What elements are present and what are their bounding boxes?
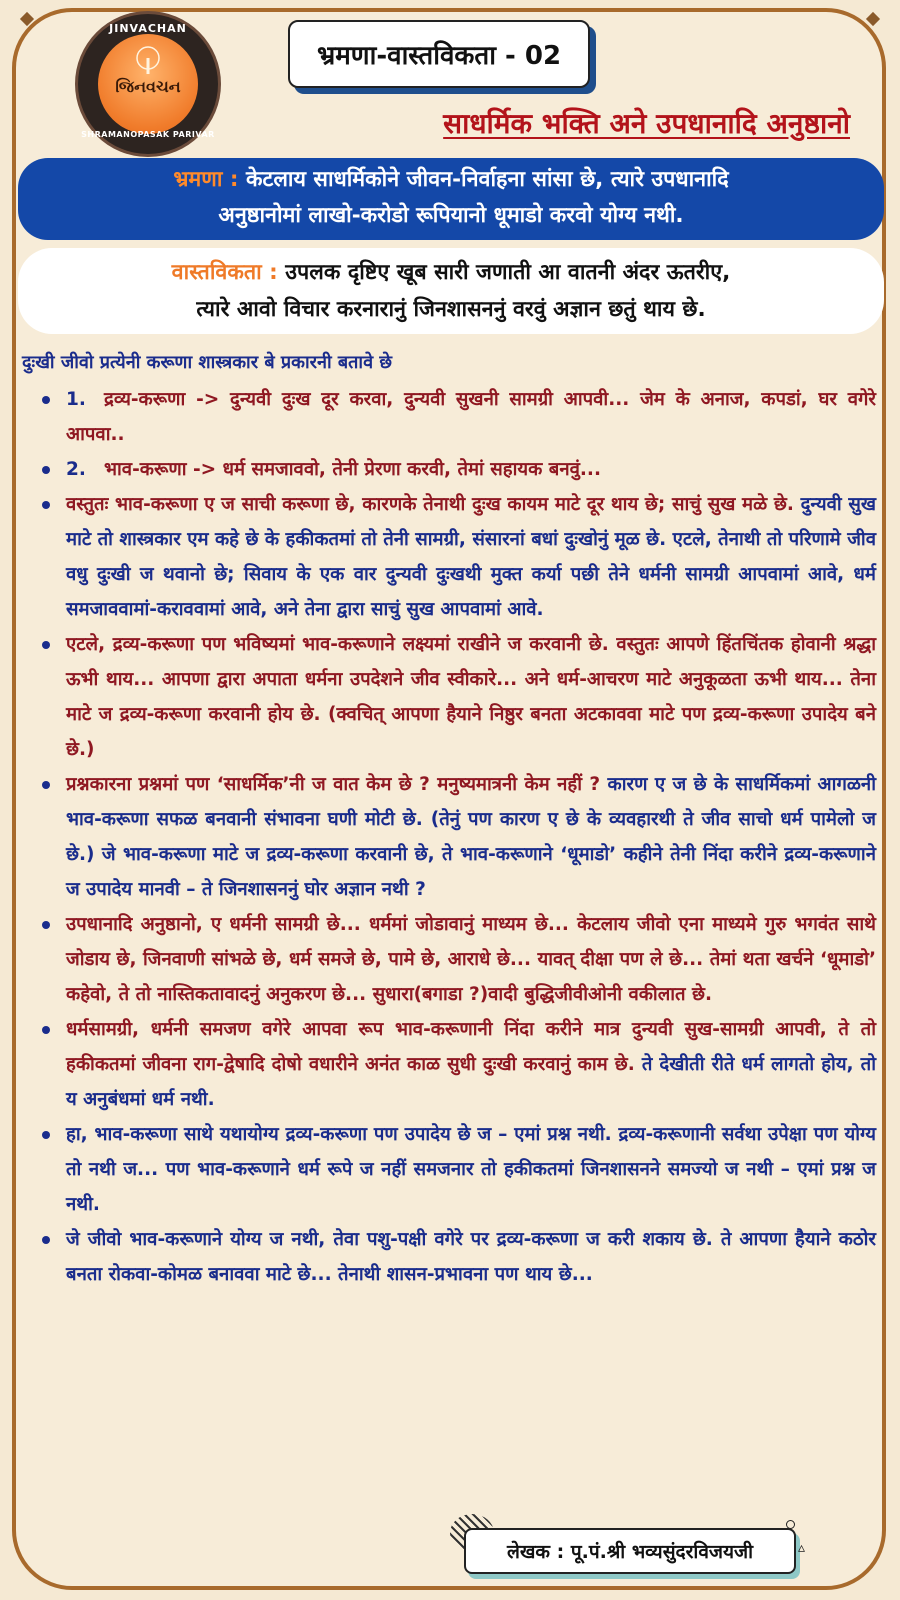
page-subtitle: साधर्मिक भक्ति अने उपधानादि अनुष्ठानो: [443, 107, 850, 140]
page-title: भ्रमणा-वास्तविकता - 02: [288, 20, 590, 88]
bullet-icon: [42, 466, 50, 474]
logo-bottom-text: SHRAMANOPASAK PARIVAR: [81, 130, 215, 139]
bullet-icon: [42, 501, 50, 509]
logo-mid-text: જિનવચન: [115, 77, 181, 96]
item-text-b: कारण ए ज छे के साधर्मिकमां आगळनी भाव-करूणा सफळ बनवानी संभावना घणी मोटी छे. (तेनुं पण कारण ए छे के व्यवहारथी ते जीव साचो धर्म पामेलो ज छे.) जे भाव-करूणा माटे ज द्रव्य-करूणा करवानी छे, ते भाव-करूणाने ‘धूमाडो’ कहीने तेनी निंदा करीने द्रव्य-करूणाने ज उपादेय मानवी – ते जिनशासननुं घोर अज्ञान नथी ?: [66, 774, 876, 900]
triangle-decoration-icon: ▵: [798, 1540, 806, 1556]
item-text-a: वस्तुतः भाव-करूणा ए ज साची करूणा छे, कारणके तेनाथी दुःख कायम माटे दूर थाय छे; साचुं सुख मळे छे.: [66, 494, 801, 515]
item-text-b: ते देखीती रीते धर्म लागतो होय, तो य अनुबंधमां धर्म नथी.: [66, 1054, 876, 1110]
list-item: [38, 452, 876, 487]
intro-text: दुःखी जीवो प्रत्येनी करूणा शास्त्रकार बे प्रकारनी बतावे छे: [22, 352, 392, 373]
item-text: जे जीवो भाव-करूणाने योग्य ज नथी, तेवा पशु-पक्षी वगेरे पर द्रव्य-करूणा ज करी शकाय छे. ते आपणा हैयाने कठोर बनता रोकवा-कोमळ बनाववा माटे छे... तेनाथी शासन-प्रभावना पण थाय छे...: [66, 1229, 876, 1285]
list-item: [38, 627, 876, 767]
item-text: एटले, द्रव्य-करूणा पण भविष्यमां भाव-करूणाने लक्ष्यमां राखीने ज करवानी छे. वस्तुतः आपणे हिंतचिंतक होवानी श्रद्धा ऊभी थाय... आपणा द्वारा अपाता धर्मना उपदेशने जीव स्वीकारे... अने धर्म-आचरण माटे अनुकूळता ऊभी थाय... तेना माटे ज द्रव्य-करूणा करवानी होय छे. (क्वचित् आपणा हैयाने निष्ठुर बनता अटकाववा माटे पण द्रव्य-करूणा उपादेय बने छे.): [66, 634, 876, 760]
bullet-icon: [42, 1131, 50, 1139]
list-item: [38, 907, 876, 1012]
logo-top-text: JINVACHAN: [109, 22, 187, 35]
item-text: भाव-करूणा -> धर्म समजाववो, तेनी प्रेरणा करवी, तेमां सहायक बनवुं...: [104, 459, 601, 480]
item-text-a: प्रश्नकारना प्रश्नमां पण ‘साधर्मिक’नी ज वात केम छे ? मनुष्यमात्रनी केम नहीं ?: [66, 774, 608, 795]
item-text: द्रव्य-करूणा -> दुन्यवी दुःख दूर करवा, दुन्यवी सुखनी सामग्री आपवी... जेम के अनाज, कपडां, घर वगेरे आपवा..: [66, 389, 876, 445]
vastavikta-box: [18, 248, 884, 334]
points-list: [38, 382, 876, 1292]
item-text: उपधानादि अनुष्ठानो, ए धर्मनी सामग्री छे... धर्ममां जोडावानुं माध्यम छे... केटलाय जीवो एना माध्यमे गुरु भगवंत साथे जोडाय छे, जिनवाणी सांभळे छे, धर्म समजे छे, पामे छे, आराधे छे... यावत् दीक्षा पण ले छे... तेमां थता खर्चने ‘धूमाडो’ कहेवो, ते तो नास्तिकतावादनुं अनुकरण छे... सुधारा(बगाडा ?)वादी बुद्धिजीवीओनी वकीलात छे.: [66, 914, 876, 1005]
bullet-icon: [42, 641, 50, 649]
bullet-icon: [42, 396, 50, 404]
vastavikta-label: वास्तविकता :: [171, 260, 278, 285]
item-text-b: दुन्यवी सुख माटे तो शास्त्रकार एम कहे छे के हकीकतमां तो तेनी सामग्री, संसारनां बधां दुःखोनुं मूळ छे. एटले, तेनाथी तो परिणामे जीव वधु दुःखी ज थवानो छे; सिवाय के एक वार दुन्यवी दुःखथी मुक्त कर्या पछी तेने धर्मनी सामग्री आपवामां आवे, धर्म समजाववामां-कराववामां आवे, अने तेना द्वारा साचुं सुख आपवामां आवे.: [66, 494, 877, 620]
jinvachan-logo: [78, 14, 218, 154]
vastavikta-line1: उपलक दृष्टिए खूब सारी जणाती आ वातनी अंदर ऊतरीए,: [277, 260, 731, 285]
bhramana-line2: अनुष्ठानोमां लाखो-करोडो रूपियानो धूमाडो करवो योग्य नथी.: [218, 203, 684, 228]
bullet-icon: [42, 921, 50, 929]
tree-icon: [128, 46, 168, 76]
bhramana-label: भ्रमणा :: [173, 167, 239, 192]
bullet-icon: [42, 1026, 50, 1034]
item-text: हा, भाव-करूणा साथे यथायोग्य द्रव्य-करूणा पण उपादेय छे ज – एमां प्रश्न नथी. द्रव्य-करूणानी सर्वथा उपेक्षा पण योग्य तो नथी ज... पण भाव-करूणाने धर्म रूपे ज नहीं समजनार तो हकीकतमां जिनशासनने समज्यो ज नथी – एमां प्रश्न ज नथी.: [66, 1124, 876, 1215]
item-number: 2.: [66, 459, 86, 480]
author-badge-wrap: [450, 1510, 810, 1586]
list-item: [38, 1012, 876, 1117]
list-item: [38, 767, 876, 907]
bhramana-line1: केटलाय साधर्मिकोने जीवन-निर्वाहना सांसा छे, त्यारे उपधानादि: [238, 167, 729, 192]
list-item: [38, 487, 876, 627]
corner-diamond: [866, 12, 880, 26]
bullet-icon: [42, 1236, 50, 1244]
list-item: [38, 382, 876, 452]
circle-decoration-icon: [786, 1520, 795, 1529]
bullet-icon: [42, 781, 50, 789]
author-badge: लेखक : पू.पं.श्री भव्यसुंदरविजयजी: [464, 1528, 796, 1574]
bhramana-box: [18, 158, 884, 240]
item-text-a: धर्मसामग्री, धर्मनी समजण वगेरे आपवा रूप भाव-करूणानी निंदा करीने मात्र दुन्यवी सुख-सामग्री आपवी, ते तो हकीकतमां जीवना राग-द्वेषादि दोषो वधारीने अनंत काळ सुधी दुःखी करवानुं काम छे.: [66, 1019, 876, 1075]
item-number: 1.: [66, 389, 86, 410]
list-item: [38, 1222, 876, 1292]
vastavikta-line2: त्यारे आवो विचार करनारानुं जिनशासननुं वरवुं अज्ञान छतुं थाय छे.: [196, 297, 706, 322]
list-item: [38, 1117, 876, 1222]
